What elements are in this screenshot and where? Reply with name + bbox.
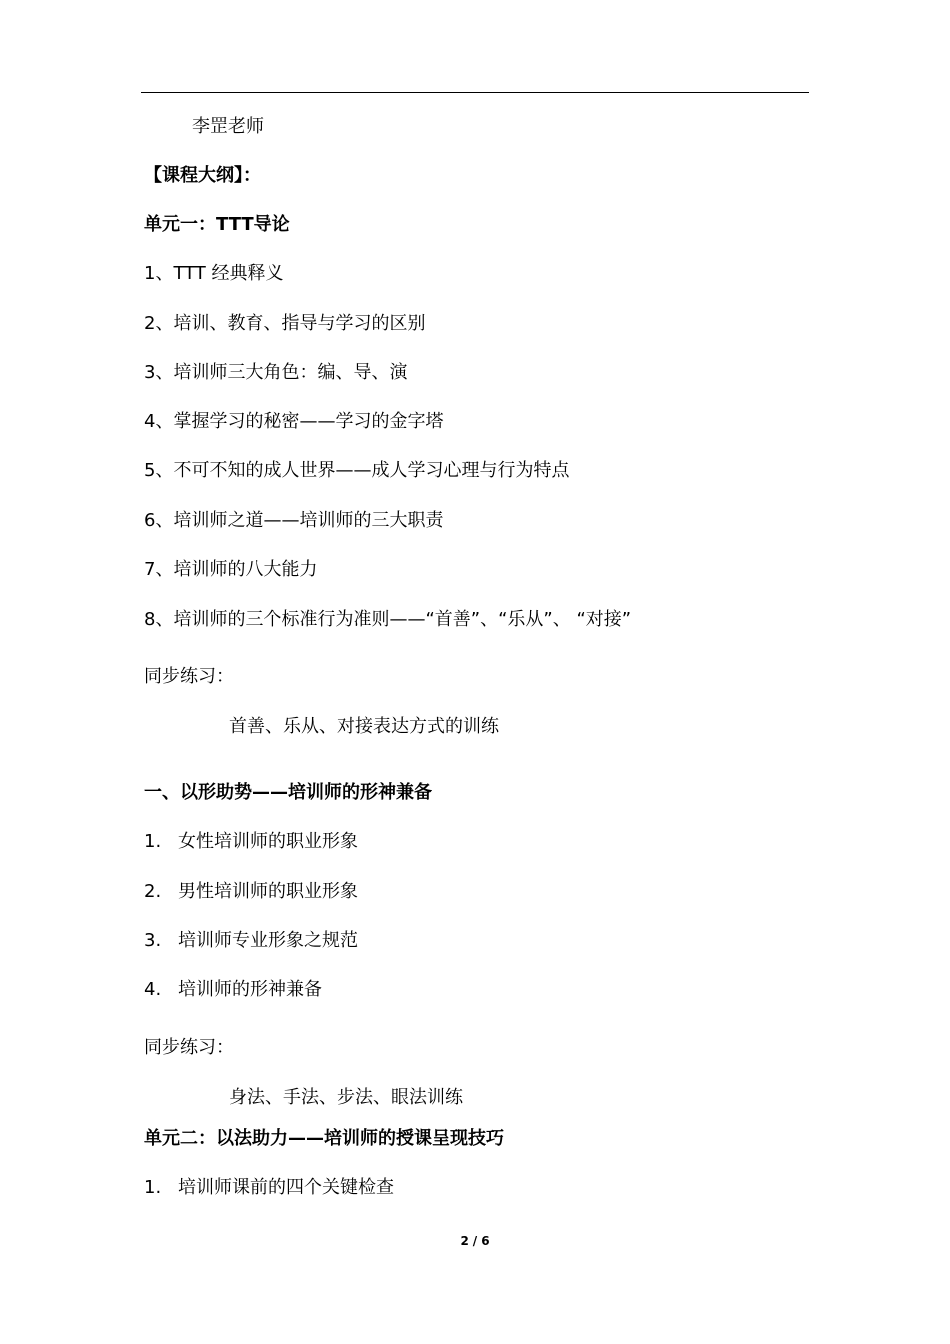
teacher-name: 李罡老师 [192, 116, 264, 137]
unit1-item: 7、培训师的八大能力 [144, 559, 318, 580]
unit2-heading: 单元二：以法助力——培训师的授课呈现技巧 [144, 1128, 504, 1149]
unit1-item: 6、培训师之道——培训师的三大职责 [144, 510, 444, 531]
total-pages: 6 [481, 1234, 490, 1248]
item-text: 培训师的形神兼备 [178, 979, 322, 1000]
section-a-heading: 一、以形助势——培训师的形神兼备 [144, 782, 432, 803]
section-a-item [144, 880, 358, 904]
unit1-item: 5、不可不知的成人世界——成人学习心理与行为特点 [144, 460, 570, 481]
unit1-heading: 单元一：TTT导论 [144, 214, 290, 235]
section-a-item [144, 929, 358, 953]
unit1-item: 2、培训、教育、指导与学习的区别 [144, 313, 426, 334]
unit1-item: 8、培训师的三个标准行为准则——“首善”、“乐从”、 “对接” [144, 609, 632, 630]
section-a-item [144, 830, 358, 854]
unit2-item [144, 1176, 394, 1200]
item-number: 3. [144, 930, 162, 951]
unit1-item: 4、掌握学习的秘密——学习的金字塔 [144, 411, 444, 432]
page-number [0, 1233, 950, 1249]
current-page: 2 [460, 1234, 469, 1248]
item-number: 4. [144, 979, 162, 1000]
unit1-item: 1、TTT 经典释义 [144, 263, 284, 284]
item-text: 培训师专业形象之规范 [178, 930, 358, 951]
item-number: 1. [144, 831, 162, 852]
unit1-item: 3、培训师三大角色：编、导、演 [144, 362, 408, 383]
unit1-practice-label: 同步练习： [144, 666, 234, 687]
unit1-practice-text: 首善、乐从、对接表达方式的训练 [229, 716, 499, 737]
page-separator: / [472, 1234, 478, 1248]
section-a-practice-text: 身法、手法、步法、眼法训练 [229, 1087, 463, 1108]
item-number: 1. [144, 1177, 162, 1198]
item-text: 培训师课前的四个关键检查 [178, 1177, 394, 1198]
section-a-item [144, 978, 322, 1002]
item-text: 男性培训师的职业形象 [178, 881, 358, 902]
item-text: 女性培训师的职业形象 [178, 831, 358, 852]
item-number: 2. [144, 881, 162, 902]
outline-title: 【课程大纲】： [144, 165, 261, 186]
header-rule [141, 92, 809, 93]
section-a-practice-label: 同步练习： [144, 1037, 234, 1058]
